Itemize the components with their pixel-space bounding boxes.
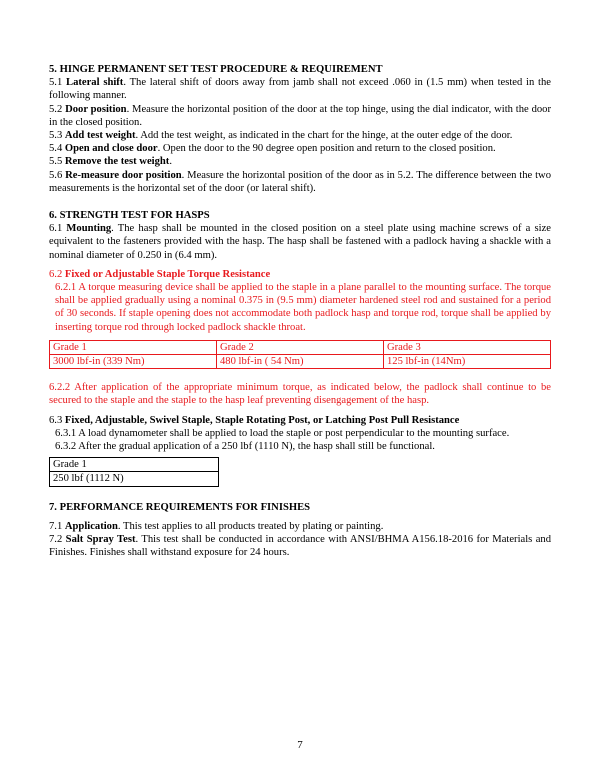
item-6-3-heading: 6.3 Fixed, Adjustable, Swivel Staple, Staple Rotating Post, or Latching Post Pull Resistance bbox=[49, 414, 460, 426]
table-header-cell: Grade 2 bbox=[217, 340, 384, 354]
item-6-1: 6.1 Mounting. The hasp shall be mounted in the closed position on a steel plate using machine screws of a size equivalent to the fasteners provided with the hasp. The hasp shall be fastened with a padlock having a shackle with a nominal diameter of 0.250 in (6.4 mm). bbox=[49, 223, 552, 261]
item-5-2: 5.2 Door position. Measure the horizontal position of the door at the top hinge, using the dial indicator, with the door in the closed position. bbox=[49, 103, 551, 128]
torque-grade-table bbox=[49, 340, 551, 369]
item-5-4: 5.4 Open and close door. Open the door to the 90 degree open position and return to the closed position. bbox=[49, 143, 496, 155]
item-5-3: 5.3 Add test weight. Add the test weight, as indicated in the chart for the hinge, at the outer edge of the door. bbox=[49, 130, 513, 142]
table-header-row bbox=[50, 458, 219, 472]
table-cell: 125 lbf-in (14Nm) bbox=[384, 355, 551, 369]
table-row bbox=[50, 355, 551, 369]
item-6-2-heading: 6.2 Fixed or Adjustable Staple Torque Resistance bbox=[49, 268, 271, 280]
item-6-2-2: 6.2.2 After application of the appropriate minimum torque, as indicated below, the padlock shall continue to be secured to the staple and the staple to the hasp leaf preventing disengagement of the hasp. bbox=[49, 382, 551, 407]
table-cell: 250 lbf (1112 N) bbox=[50, 472, 219, 486]
item-5-6: 5.6 Re-measure door position. Measure the horizontal position of the door as in 5.2. The difference between the two measurements is the horizontal set of the door (or lateral shift). bbox=[49, 169, 551, 194]
table-cell: 480 lbf-in ( 54 Nm) bbox=[217, 355, 384, 369]
item-5-5: 5.5 Remove the test weight. bbox=[49, 156, 172, 168]
page-number: 7 bbox=[297, 739, 303, 751]
section-7-heading: 7. PERFORMANCE REQUIREMENTS FOR FINISHES bbox=[49, 501, 311, 513]
document-page bbox=[49, 63, 551, 560]
table-header-row bbox=[50, 340, 551, 354]
table-header-cell: Grade 3 bbox=[384, 340, 551, 354]
table-row bbox=[50, 472, 219, 486]
table-header-cell: Grade 1 bbox=[50, 458, 219, 472]
item-5-1: 5.1 Lateral shift. The lateral shift of doors away from jamb shall not exceed .060 in (1.5 mm) when tested in the following manner. bbox=[49, 77, 551, 102]
section-6-heading: 6. STRENGTH TEST FOR HASPS bbox=[49, 210, 210, 222]
pull-grade-table bbox=[49, 457, 219, 486]
table-header-cell: Grade 1 bbox=[50, 340, 217, 354]
item-6-2-1: 6.2.1 A torque measuring device shall be applied to the staple in a plane parallel to the mounting surface. The torque shall be applied gradually using a nominal 0.375 in (9.5 mm) diameter hardened steel rod and sustained for a period of 30 seconds. If staple opening does not accommodate both padlock hasp and torque rod, torque shall be applied by inserting torque rod through locked padlock shackle throat. bbox=[55, 282, 551, 333]
item-6-3-1: 6.3.1 A load dynamometer shall be applied to load the staple or post perpendicular to the mounting surface. bbox=[55, 427, 510, 439]
item-7-1: 7.1 Application. This test applies to all products treated by plating or painting. bbox=[49, 520, 384, 532]
section-5-heading: 5. HINGE PERMANENT SET TEST PROCEDURE & REQUIREMENT bbox=[49, 64, 383, 75]
item-6-3-2: 6.3.2 After the gradual application of a 250 lbf (1110 N), the hasp shall still be functional. bbox=[55, 441, 435, 453]
item-7-2: 7.2 Salt Spray Test. This test shall be conducted in accordance with ANSI/BHMA A156.18-2016 for Materials and Finishes. Finishes shall withstand exposure for 24 hours. bbox=[49, 534, 552, 559]
table-cell: 3000 lbf-in (339 Nm) bbox=[50, 355, 217, 369]
